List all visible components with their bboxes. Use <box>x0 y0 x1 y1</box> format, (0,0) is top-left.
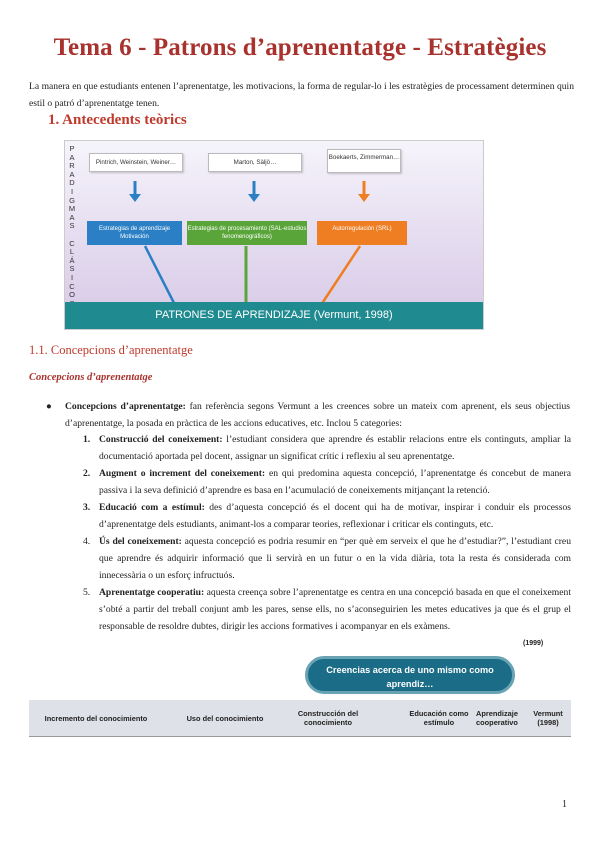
item-number: 5. <box>83 587 91 598</box>
page-number: 1 <box>562 799 567 810</box>
table-header-cell: Incremento del conocimiento <box>44 713 148 723</box>
table-header-cell: Educación como estímulo <box>409 709 469 727</box>
item-text: aquesta concepció es podria resumir en “per què em serveix el que he d’estudiar?”, l’estudiant creu que aprendre és adquirir informació que li servirà en un futur o en la vida diària, tota la resta és considerada com innecessària o un esforç infructuós. <box>99 536 571 581</box>
diagram-author-box-3: Boekaerts, Zimmerman… <box>327 149 401 173</box>
diagram-category-box-3: Autorregulación (SRL) <box>317 221 407 245</box>
item-lead: Augment o increment del coneixement: <box>99 468 266 479</box>
diagram-vertical-label: P A R A D I G M A S C L Á S I C O <box>68 144 76 300</box>
page-title: Tema 6 - Patrons d’aprenentatge - Estratègies <box>53 34 547 61</box>
table-header-cell: Vermunt (1998) <box>533 709 563 727</box>
item-number: 2. <box>83 468 91 479</box>
connector-line-3 <box>321 246 360 305</box>
list-item <box>83 431 571 465</box>
arrow-down-icon <box>248 181 260 202</box>
item-lead: Construcció del coneixement: <box>99 434 223 445</box>
diagram-author-box-1: Pintrich, Weinstein, Weiner… <box>89 153 183 172</box>
item-number: 3. <box>83 502 91 513</box>
item-text: aquesta creença sobre l’aprenentatge es centra en una concepció basada en que el coneixement s’obté a partir del treball conjunt amb les pares, sense ells, no s’aconseguirien les metes educatives ja que és el grup el responsable de resoldre dubtes, dirigir les accions formatives i acompanyar en els exàmens. <box>99 587 571 632</box>
bullet-text: fan referència segons Vermunt a les creences sobre un mateix com aprenent, els seus objectius d’aprenentatge, la posada en pràctica de les accions educatives, etc. Inclou 5 categories: <box>65 401 570 429</box>
item-number: 4. <box>83 536 91 547</box>
list-item <box>83 584 571 635</box>
item-lead: Educació com a estímul: <box>99 502 205 513</box>
patterns-table-header <box>29 700 571 737</box>
section-heading-conceptions: 1.1. Concepcions d’aprenentatge <box>29 343 193 357</box>
diagram-band-patterns: PATRONES DE APRENDIZAJE (Vermunt, 1998) <box>65 302 483 329</box>
diagram-author-box-2: Marton, Säljö… <box>208 153 302 172</box>
item-lead: Aprenentatge cooperatiu: <box>99 587 205 598</box>
item-lead: Ús del coneixement: <box>99 536 182 547</box>
paradigms-diagram <box>64 140 484 330</box>
table-header-cell: Aprendizaje cooperativo <box>476 709 518 727</box>
item-number: 1. <box>83 434 91 445</box>
table-header-cell: Construcción del conocimiento <box>297 709 359 727</box>
item-text: l’estudiant considera que aprendre és establir relacions entre els continguts, ampliar la documentació aportada pel docent, assignar un significat crític i reflexiu al seu aprenentatge. <box>99 434 571 462</box>
bullet-lead: Concepcions d’aprenentatge: <box>65 401 186 412</box>
year-note: (1999) <box>523 640 544 647</box>
bullet-icon: ● <box>46 401 52 412</box>
list-item <box>83 533 571 584</box>
intro-paragraph: La manera en que estudiants entenen l’aprenentatge, les motivacions, la forma de regular-lo i les estratègies de processament determinen quin estil o patró d’aprenentatge tenen. <box>29 81 574 109</box>
section-heading-antecedents: 1. Antecedents teòrics <box>48 112 187 128</box>
subheading-conceptions: Concepcions d’aprenentatge <box>29 372 153 383</box>
categories-list <box>83 431 571 635</box>
table-header-cell: Uso del conocimiento <box>186 713 264 723</box>
bullet-conceptions <box>46 398 570 432</box>
item-text: des d’aquesta concepció és el docent qui ha de motivar, inspirar i conduir els processos d’aprenentatge dels estudiants, animant-los a comparar teories, reflexionar i criticar els continguts, etc. <box>99 502 571 530</box>
diagram-category-box-2: Estrategias de procesamiento (SAL-estudios fenomenográficos) <box>187 221 307 245</box>
connector-line-1 <box>145 246 175 305</box>
diagram-category-box-1: Estrategias de aprendizaje Motivación <box>87 221 182 245</box>
arrow-down-icon <box>358 181 370 202</box>
list-item <box>83 465 571 499</box>
beliefs-bubble: Creencias acerca de uno mismo como aprendiz… <box>305 656 515 694</box>
arrow-down-icon <box>129 181 141 202</box>
item-text: en qui predomina aquesta concepció, l’aprenentatge és concebut de manera passiva i la seva definició d’aprendre es basa en l’acumulació de coneixements mitjançant la retenció. <box>99 468 572 496</box>
list-item <box>83 499 571 533</box>
